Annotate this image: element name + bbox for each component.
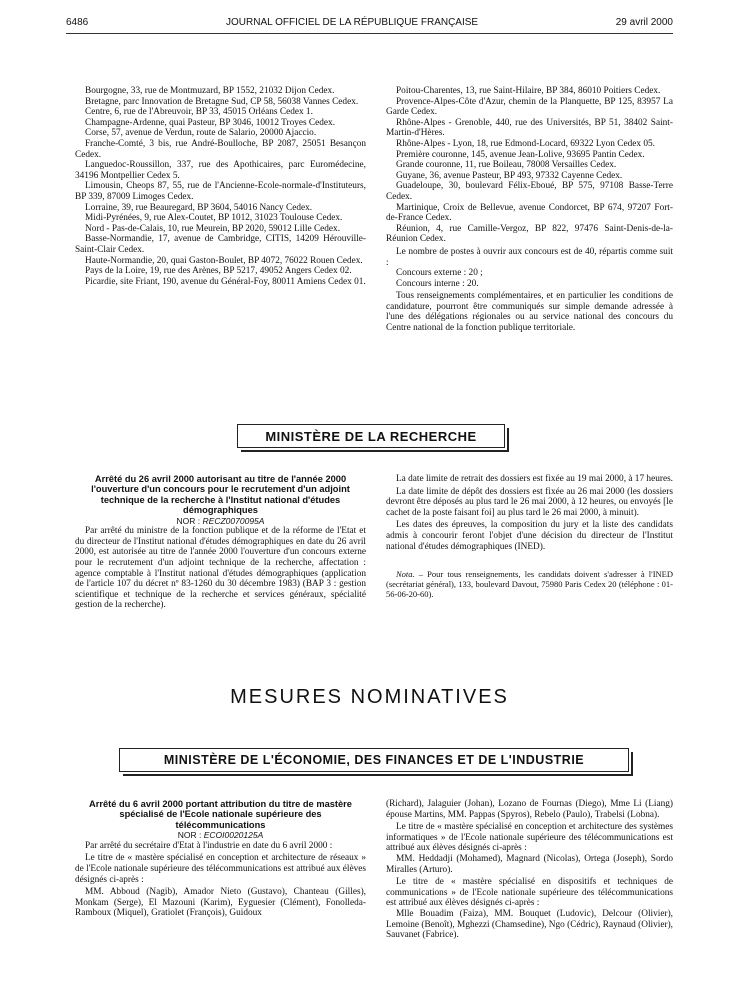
delegation-address: Nord - Pas-de-Calais, 10, rue Meurein, BP 2020, 59012 Lille Cedex.: [85, 223, 341, 234]
retrait-paragraph: La date limite de retrait des dossiers est fixée au 19 mai 2000, à 17 heures.: [396, 474, 674, 484]
nota-paragraph: [386, 570, 673, 599]
recherche-article-title: Arrêté du 26 avril 2000 autorisant au titre de l'année 2000 l'ouverture d'un concours pour le recrutement d'un adjoint technique de la recherche à l'Institut national d'études démographiques: [91, 474, 350, 516]
delegation-address: Grande couronne, 11, rue Boileau, 78008 Versailles Cedex.: [396, 160, 617, 171]
delegation-address: Bretagne, parc Innovation de Bretagne Sud, CP 58, 56038 Vannes Cedex.: [85, 96, 359, 107]
delegation-address: Picardie, site Friant, 190, avenue du Général-Foy, 80011 Amiens Cedex 01.: [85, 276, 366, 287]
mesures-nominatives-heading: MESURES NOMINATIVES: [230, 686, 509, 708]
ministry-recherche-box: [237, 424, 505, 448]
nor-label: NOR :: [176, 515, 201, 526]
economie-r5: Mlle Bouadim (Faiza), MM. Bouquet (Ludovic), Delcour (Olivier), Lemoine (Benoît), Mghezzi (Chamsedine), Ngo (Cédric), Raynaud (Olivier), Sauvanet (Fabrice).: [386, 908, 673, 941]
page-header: [66, 17, 673, 31]
delegation-address: Martinique, Croix de Bellevue, avenue Condorcet, BP 674, 97207 Fort-de-France Cedex.: [386, 202, 673, 224]
delegation-address: Bourgogne, 33, rue de Montmuzard, BP 1552, 21032 Dijon Cedex.: [85, 86, 335, 96]
delegation-address: Centre, 6, rue de l'Abreuvoir, BP 33, 45015 Orléans Cedex 1.: [85, 107, 313, 118]
delegation-address: Languedoc-Roussillon, 337, rue des Apothicaires, parc Euromédecine, 34196 Montpellier Cedex 5.: [75, 160, 366, 181]
delegation-address: Rhône-Alpes - Grenoble, 440, rue des Universités, BP 51, 38402 Saint-Martin-d'Hères.: [386, 117, 673, 139]
economie-article-right: [386, 799, 673, 941]
delegation-address: Haute-Normandie, 20, quai Gaston-Boulet, BP 4072, 76022 Rouen Cedex.: [85, 255, 363, 266]
delegation-address: Franche-Comté, 3 bis, rue André-Boulloche, BP 2087, 25051 Besançon Cedex.: [75, 138, 366, 160]
delegations-list-left: [75, 86, 366, 287]
dates-paragraph: Les dates des épreuves, la composition du jury et la liste des candidats admis à concourir feront l'objet d'une décision du directeur de l'Institut national d'études démographiques (INED).: [386, 520, 673, 552]
nor-code: RECZ0070095A: [202, 515, 265, 526]
delegation-address: Poitou-Charentes, 13, rue Saint-Hilaire, BP 384, 86010 Poitiers Cedex.: [396, 86, 661, 96]
delegation-address: Rhône-Alpes - Lyon, 18, rue Edmond-Locard, 69322 Lyon Cedex 05.: [396, 138, 655, 149]
delegation-address: Pays de la Loire, 19, rue des Arènes, BP 5217, 49052 Angers Cedex 02.: [85, 266, 352, 277]
nor-code: ECOI0020125A: [203, 830, 264, 841]
header-rule: [66, 33, 673, 34]
postes-paragraph: Le nombre de postes à ouvrir aux concours est de 40, répartis comme suit :: [386, 246, 673, 268]
nota-label: Nota.: [396, 569, 415, 580]
delegations-right-items: [386, 86, 673, 245]
economie-p2: Le titre de « mastère spécialisé en conception et architecture de réseaux » de l'Ecole nationale supérieure des télécommunications est attribué aux élèves désignés ci-après :: [75, 853, 366, 885]
recherche-nor: [75, 516, 366, 527]
delegation-address: Réunion, 4, rue Camille-Vergoz, BP 822, 97476 Saint-Denis-de-la-Réunion Cedex.: [386, 223, 673, 245]
recherche-article-right: [386, 474, 673, 600]
ministry-economie-box: [119, 748, 629, 772]
recherche-article-left: [75, 474, 366, 611]
ministry-economie-title: MINISTÈRE DE L'ÉCONOMIE, DES FINANCES ET DE L'INDUSTRIE: [163, 753, 585, 767]
ministry-recherche-title: MINISTÈRE DE LA RECHERCHE: [265, 428, 477, 444]
delegation-address: Guadeloupe, 30, boulevard Félix-Eboué, BP 575, 97108 Basse-Terre Cedex.: [386, 181, 673, 202]
economie-nor: [75, 830, 366, 841]
economie-r2: Le titre de « mastère spécialisé en conception et architecture des systèmes informatiques » de l'Ecole nationale supérieure des télécommunications est attribué aux élèves désignés ci-après :: [386, 822, 673, 854]
depot-paragraph: La date limite de dépôt des dossiers est fixée au 26 mai 2000 (les dossiers devront être déposés au plus tard le 26 mai 2000, à 12 heures, ou envoyés [le cachet de la poste faisant foi] au plus tard le 26 mai 2000, à minuit).: [386, 486, 673, 518]
issue-date: 29 avril 2000: [615, 17, 673, 28]
delegation-address: Basse-Normandie, 17, avenue de Cambridge, CITIS, 14209 Hérouville-Saint-Clair Cedex.: [75, 234, 366, 255]
concours-externe: Concours externe : 20 ;: [396, 268, 483, 279]
delegation-address: Provence-Alpes-Côte d'Azur, chemin de la Planquette, BP 125, 83957 La Garde Cedex.: [386, 96, 673, 118]
renseignements-paragraph: Tous renseignements complémentaires, et en particulier les conditions de candidature, pourront être communiqués sur simple demande adressée à l'une des délégations régionales ou au service national des concours du Centre national de la fonction publique territoriale.: [386, 291, 673, 334]
journal-title: JOURNAL OFFICIEL DE LA RÉPUBLIQUE FRANÇAISE: [226, 17, 479, 28]
delegation-address: Guyane, 36, avenue Pasteur, BP 493, 97332 Cayenne Cedex.: [396, 170, 623, 181]
economie-r4: Le titre de « mastère spécialisé en dispositifs et techniques de communications » de l'Ecole nationale supérieure des télécommunications est attribué aux élèves désignés ci-après :: [386, 877, 673, 909]
delegation-address: Limousin, Cheops 87, 55, rue de l'Ancienne-Ecole-normale-d'Instituteurs, BP 339, 87009 Limoges Cedex.: [75, 181, 366, 202]
delegation-address: Lorraine, 39, rue Beauregard, BP 3604, 54016 Nancy Cedex.: [85, 202, 313, 213]
nota-text: – Pour tous renseignements, les candidats doivent s'adresser à l'INED (secrétariat général), 133, boulevard Davout, 75980 Paris Cedex 20 (téléphone : 01-56-06-20-60).: [386, 569, 673, 599]
delegation-address: Champagne-Ardenne, quai Pasteur, BP 3046, 10012 Troyes Cedex.: [85, 117, 336, 128]
economie-p1: Par arrêté du secrétaire d'Etat à l'industrie en date du 6 avril 2000 :: [85, 840, 333, 851]
economie-r1: (Richard), Jalaguier (Johan), Lozano de Fournas (Diego), Mme Li (Liang) épouse Martins, MM. Pappas (Spyros), Rebelo (Paulo), Trabelsi (Lobna).: [386, 799, 673, 820]
economie-article-title: Arrêté du 6 avril 2000 portant attribution du titre de mastère spécialisé de l'Ecole nationale supérieure des télécommunications: [89, 799, 352, 830]
delegation-address: Corse, 57, avenue de Verdun, route de Salario, 20000 Ajaccio.: [85, 128, 317, 139]
concours-interne: Concours interne : 20.: [396, 278, 479, 289]
delegation-address: Midi-Pyrénées, 9, rue Alex-Coutet, BP 1012, 31023 Toulouse Cedex.: [85, 213, 343, 224]
delegations-list-right: [386, 86, 673, 334]
recherche-body: Par arrêté du ministre de la fonction publique et de la réforme de l'Etat et du directeur de l'Institut national d'études démographiques en date du 26 avril 2000, est autorisée au titre de l'année 2000 l'ouverture d'un concours externe pour le recrutement d'un adjoint technique de la recherche, affectation : agence comptable à l'Institut national d'études démographiques (application de l'article 107 du décret nº 83-1260 du 30 décembre 1983) (BAP 3 : gestion scientifique et technique de la recherche et services généraux, spécialité gestion de la recherche).: [75, 526, 366, 611]
economie-article-left: [75, 799, 366, 919]
economie-p3: MM. Abboud (Nagib), Amador Nieto (Gustavo), Chanteau (Gilles), Monkam (Serge), El Mazouni (Karim), Eyguesier (Clément), Fonolleda-Ramboux (Miquel), Gratiolet (François), Guidoux: [75, 887, 366, 919]
nor-label: NOR :: [177, 830, 202, 841]
page-number: 6486: [66, 17, 89, 28]
delegation-address: Première couronne, 145, avenue Jean-Lolive, 93695 Pantin Cedex.: [396, 149, 645, 160]
economie-r3: MM. Heddadji (Mohamed), Magnard (Nicolas), Ortega (Joseph), Sordo Miralles (Arturo).: [386, 853, 673, 875]
